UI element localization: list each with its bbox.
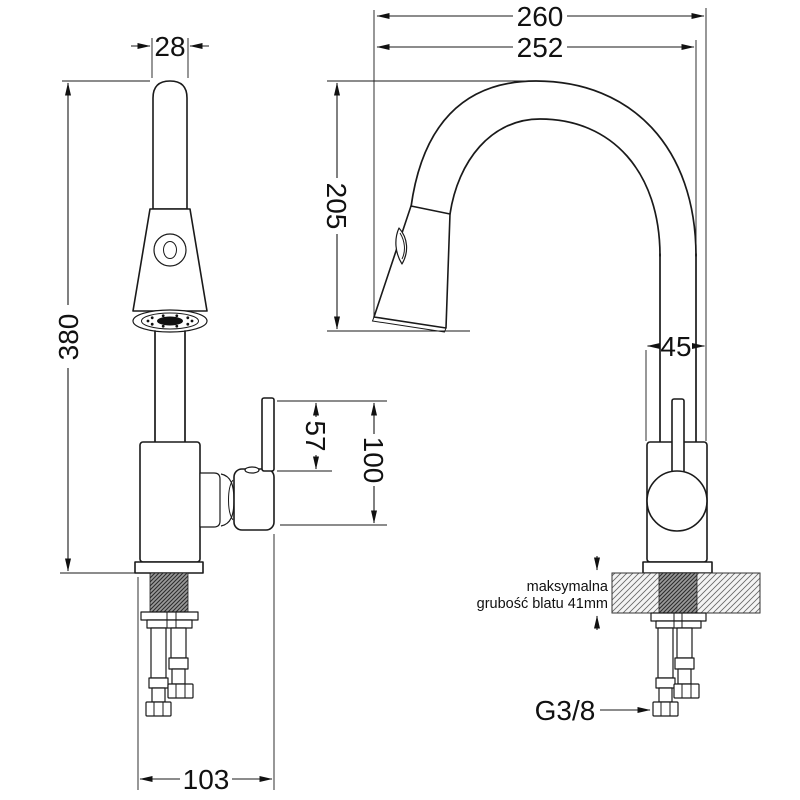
- front-lever-pin: [245, 467, 259, 473]
- front-riser-pipe: [155, 331, 185, 442]
- side-flange: [643, 562, 712, 573]
- thread-callout: [535, 695, 650, 726]
- front-outlet: [200, 473, 220, 527]
- dimension-total-height: [53, 81, 150, 573]
- side-supply-hoses: [653, 628, 699, 716]
- front-flange: [135, 562, 203, 573]
- countertop-thickness-note: [477, 556, 609, 630]
- front-supply-hoses: [146, 628, 193, 716]
- side-lever-ball: [647, 471, 707, 531]
- side-mounting-nut: [651, 613, 706, 621]
- note-line2: grubość blatu 41mm: [476, 596, 608, 612]
- dim-label-28: 28: [154, 31, 186, 63]
- front-spray-button: [154, 234, 186, 266]
- front-lever-base: [234, 469, 274, 530]
- note-line1: maksymalna: [526, 579, 608, 595]
- dimension-handle-zone-height: [280, 403, 389, 525]
- side-mounting-bracket: [656, 621, 701, 628]
- front-threaded-shank: [150, 573, 188, 612]
- front-lever-handle: [262, 398, 274, 471]
- thread-label: G3/8: [534, 695, 596, 727]
- side-threaded-shank: [659, 573, 697, 613]
- front-mounting-bracket: [147, 620, 192, 628]
- front-spray-outlet: [157, 317, 183, 326]
- dim-label-100: 100: [357, 436, 389, 484]
- side-lever-handle: [672, 399, 684, 473]
- side-spout-outer-curve: [411, 81, 696, 256]
- dim-label-57: 57: [299, 420, 331, 452]
- side-view: [373, 81, 761, 716]
- dim-label-252: 252: [516, 32, 564, 64]
- dimension-head-width: [131, 31, 209, 78]
- dim-label-205: 205: [320, 182, 352, 230]
- dim-label-380: 380: [53, 313, 85, 361]
- front-view: [133, 81, 274, 716]
- front-mounting-nut: [141, 612, 198, 620]
- front-sprayhead-cylinder: [153, 81, 187, 209]
- side-sprayhead: [374, 206, 450, 328]
- dimension-spout-reach: [377, 32, 694, 63]
- dim-label-45: 45: [660, 331, 692, 363]
- dim-label-103: 103: [182, 764, 230, 796]
- front-body: [140, 442, 200, 562]
- dim-label-260: 260: [516, 1, 564, 33]
- side-spout-inner-curve: [450, 119, 660, 256]
